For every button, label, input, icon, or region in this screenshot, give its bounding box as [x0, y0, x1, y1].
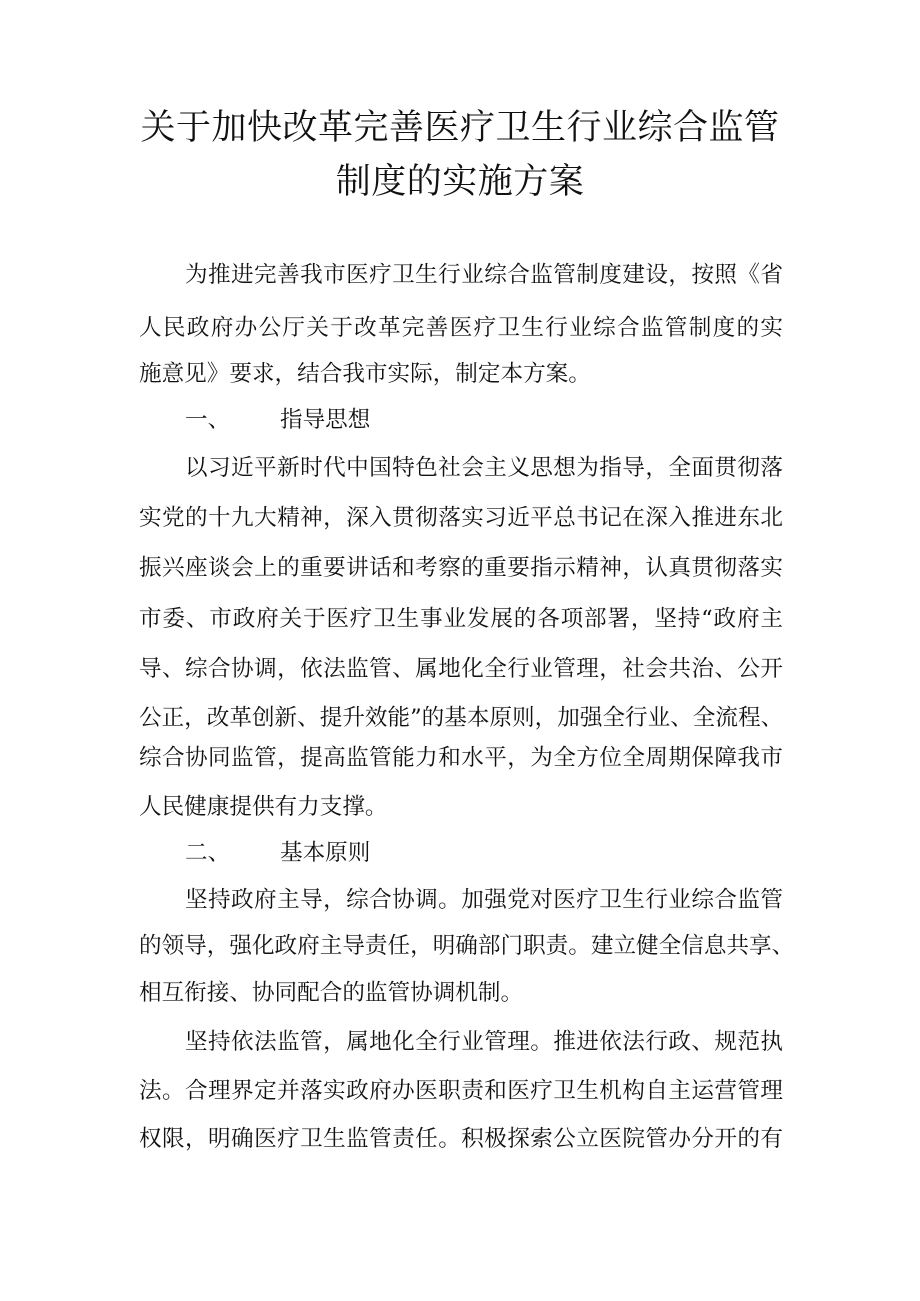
- section-2-p2-line-2: 法。合理界定并落实政府办医职责和医疗卫生机构自主运营管理: [139, 1078, 783, 1104]
- section-1-line-2: 实党的十九大精神，深入贯彻落实习近平总书记在深入推进东北: [139, 505, 783, 531]
- document-title-line-1: 关于加快改革完善医疗卫生行业综合监管: [140, 108, 780, 148]
- section-2-heading: [185, 838, 485, 868]
- section-2-p1-line-3: 相互衔接、协同配合的监管协调机制。: [139, 980, 524, 1006]
- section-1-line-3: 振兴座谈会上的重要讲话和考察的重要指示精神，认真贯彻落实: [139, 555, 783, 581]
- intro-line-2: 人民政府办公厅关于改革完善医疗卫生行业综合监管制度的实: [139, 315, 783, 341]
- section-1-line-7: 综合协同监管，提高监管能力和水平，为全方位全周期保障我市: [139, 745, 783, 771]
- section-2-title: 基本原则: [280, 840, 371, 866]
- section-1-heading: [185, 405, 485, 435]
- section-2-p1-line-1: 坚持政府主导，综合协调。加强党对医疗卫生行业综合监管: [185, 887, 783, 913]
- section-1-line-5: 导、综合协调，依法监管、属地化全行业管理，社会共治、公开: [139, 656, 783, 682]
- section-1-line-8: 人民健康提供有力支撑。: [139, 794, 388, 820]
- section-1-line-6: 公正，改革创新、提升效能”的基本原则，加强全行业、全流程、: [139, 705, 784, 731]
- section-2-number: 二、: [185, 840, 231, 866]
- section-1-line-1: 以习近平新时代中国特色社会主义思想为指导，全面贯彻落: [185, 455, 783, 481]
- section-1-number: 一、: [185, 407, 231, 433]
- intro-line-3: 施意见》要求，结合我市实际，制定本方案。: [139, 361, 591, 387]
- section-2-p2-line-1: 坚持依法监管，属地化全行业管理。推进依法行政、规范执: [185, 1029, 783, 1055]
- document-title-line-2: 制度的实施方案: [335, 162, 585, 202]
- section-2-p2-line-3: 权限，明确医疗卫生监管责任。积极探索公立医院管办分开的有: [139, 1126, 783, 1152]
- section-1-line-4: 市委、市政府关于医疗卫生事业发展的各项部署，坚持“政府主: [139, 606, 783, 632]
- section-1-title: 指导思想: [280, 407, 371, 433]
- section-2-p1-line-2: 的领导，强化政府主导责任，明确部门职责。建立健全信息共享、: [139, 933, 795, 959]
- intro-line-1: 为推进完善我市医疗卫生行业综合监管制度建设，按照《省: [185, 262, 783, 288]
